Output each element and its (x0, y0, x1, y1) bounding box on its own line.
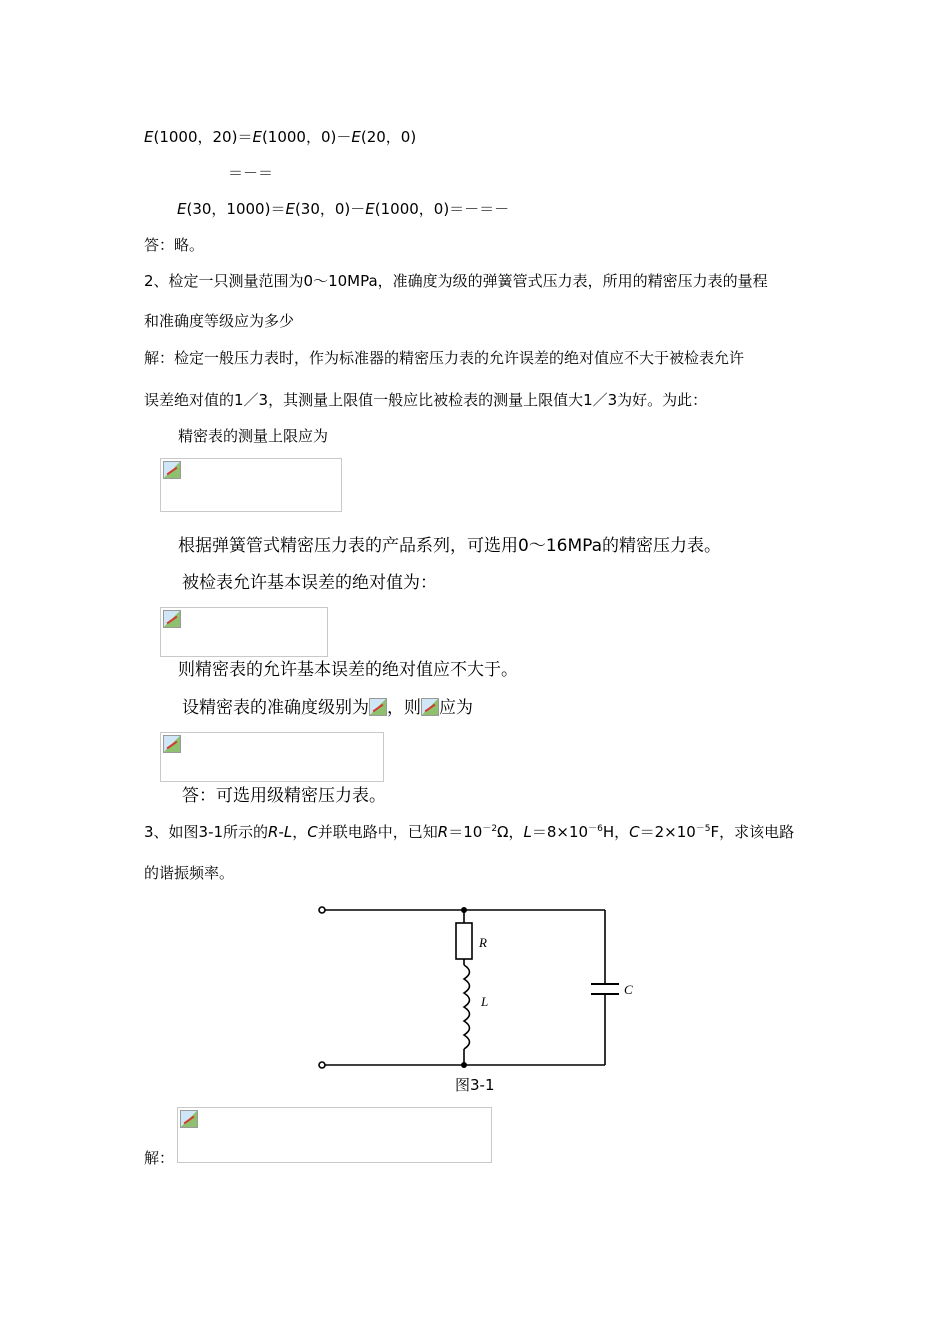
inductor-label: L (481, 994, 489, 1009)
formula-image-grade (160, 732, 384, 782)
product-series-text: 根据弹簧管式精密压力表的产品系列，可选用0～16MPa的精密压力表。 (178, 536, 722, 556)
broken-image-icon (369, 698, 387, 716)
solution-2-line-1: 解：检定一般压力表时，作为标准器的精密压力表的允许误差的绝对值应不大于被检表允许 (144, 349, 745, 367)
question-3-line-1: 3、如图3-1所示的R-L，C并联电路中，已知$R=10^{-2}\Omega$，$L=8\times 10^{-6}H$，$C=2\times 10^{-5}F$，求该电路 (144, 823, 795, 841)
solution-2-line-2: 误差绝对值的1／3，其测量上限值一般应比被检表的测量上限值大1／3为好。为此： (144, 391, 708, 409)
circuit-diagram (300, 895, 660, 1075)
input-terminal-bottom (319, 1062, 325, 1068)
abs-error-text: 被检表允许基本误差的绝对值为： (182, 573, 437, 593)
broken-image-icon (163, 735, 181, 753)
grade-text: 设精密表的准确度级别为 ，则 应为 (182, 698, 473, 718)
precise-error-text: 则精密表的允许基本误差的绝对值应不大于。 (178, 660, 518, 680)
inductor-symbol (464, 965, 470, 1049)
resistor-label: R (479, 935, 487, 950)
equation-line-2: ＝－＝ (228, 164, 274, 182)
question-2-line-2: 和准确度等级应为多少 (144, 312, 295, 330)
answer-2: 答：可选用级精密压力表。 (182, 786, 386, 806)
broken-image-icon (421, 698, 439, 716)
equation-line-1: E(1000，20)＝E(1000，0)－E(20，0) (144, 128, 417, 146)
broken-image-icon (180, 1110, 198, 1128)
resistor-symbol (456, 923, 472, 959)
broken-image-icon (163, 461, 181, 479)
answer-1: 答：略。 (144, 236, 205, 254)
figure-caption: 图3-1 (455, 1076, 495, 1094)
question-2-line-1: 2、检定一只测量范围为0～10MPa，准确度为级的弹簧管式压力表，所用的精密压力表的量程 (144, 272, 768, 290)
input-terminal-top (319, 907, 325, 913)
junction-dot-top (461, 907, 467, 913)
junction-dot-bottom (461, 1062, 467, 1068)
question-3-line-2: 的谐振频率。 (144, 864, 235, 882)
formula-image-abs-error (160, 607, 328, 657)
solution-3-label: 解： (144, 1149, 175, 1167)
upper-limit-text: 精密表的测量上限应为 (178, 427, 329, 445)
equation-line-3: E(30，1000)＝E(30，0)－E(1000，0)＝－＝－ (177, 200, 510, 218)
broken-image-icon (163, 610, 181, 628)
formula-image-resonance (177, 1107, 492, 1163)
capacitor-label: C (624, 982, 633, 997)
formula-image-upper-limit (160, 458, 342, 512)
